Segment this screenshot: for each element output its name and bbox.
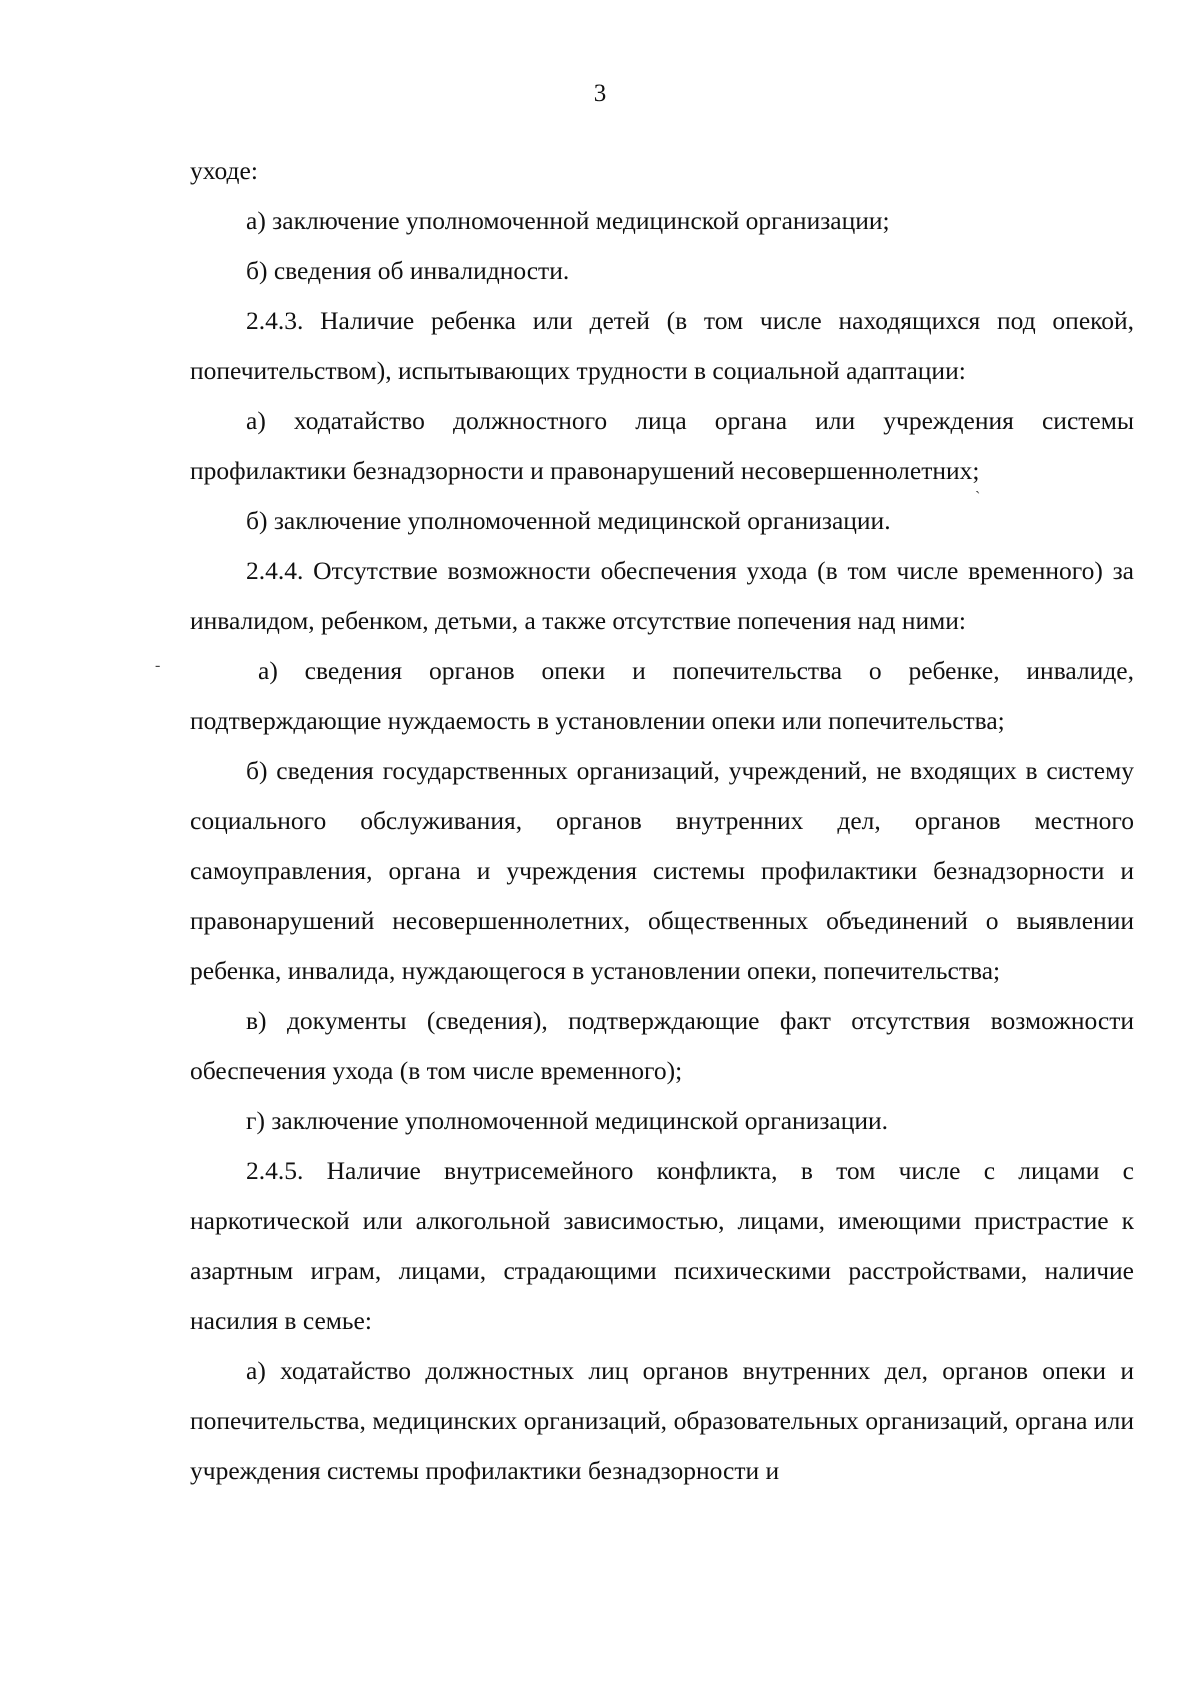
document-body <box>190 146 1134 1496</box>
list-item-b: б) сведения об инвалидности. <box>246 256 570 285</box>
list-item-b: б) заключение уполномоченной медицинской организации. <box>246 506 891 535</box>
list-item-b: б) сведения государственных организаций, учреждений, не входящих в систему социального обслуживания, органов внутренних дел, органов местного самоуправления, органа и учреждения системы профилактики безнадзорности и правонарушений несовершеннолетних, общественных объединений о выявлении ребенка, инвалида, нуждающегося в установлении опеки, попечительства; <box>190 756 1134 985</box>
list-item-a: а) ходатайство должностных лиц органов внутренних дел, органов опеки и попечительства, медицинских организаций, образовательных организаций, органа или учреждения системы профилактики безнадзорности и <box>190 1356 1134 1485</box>
list-item-a: а) заключение уполномоченной медицинской организации; <box>246 206 890 235</box>
list-item-v: в) документы (сведения), подтверждающие факт отсутствия возможности обеспечения ухода (в том числе временного); <box>190 1006 1134 1085</box>
scan-mark: ` <box>975 489 981 506</box>
paragraph-continuation: уходе: <box>190 156 258 185</box>
clause-2-4-4: 2.4.4. Отсутствие возможности обеспечения ухода (в том числе временного) за инвалидом, ребенком, детьми, а также отсутствие попечения над ними: <box>190 556 1134 635</box>
list-item-a: а) сведения органов опеки и попечительства о ребенке, инвалиде, подтверждающие нуждаемость в установлении опеки или попечительства; <box>190 656 1134 735</box>
clause-2-4-5: 2.4.5. Наличие внутрисемейного конфликта, в том числе с лицами с наркотической или алкогольной зависимостью, лицами, имеющими пристрастие к азартным играм, лицами, страдающими психическими расстройствами, наличие насилия в семье: <box>190 1156 1134 1335</box>
clause-2-4-3: 2.4.3. Наличие ребенка или детей (в том числе находящихся под опекой, попечительством), испытывающих трудности в социальной адаптации: <box>190 306 1134 385</box>
scan-mark: - <box>155 657 161 674</box>
list-item-g: г) заключение уполномоченной медицинской организации. <box>246 1106 889 1135</box>
list-item-a: а) ходатайство должностного лица органа или учреждения системы профилактики безнадзорности и правонарушений несовершеннолетних; <box>190 406 1134 485</box>
page-number: 3 <box>593 80 607 107</box>
